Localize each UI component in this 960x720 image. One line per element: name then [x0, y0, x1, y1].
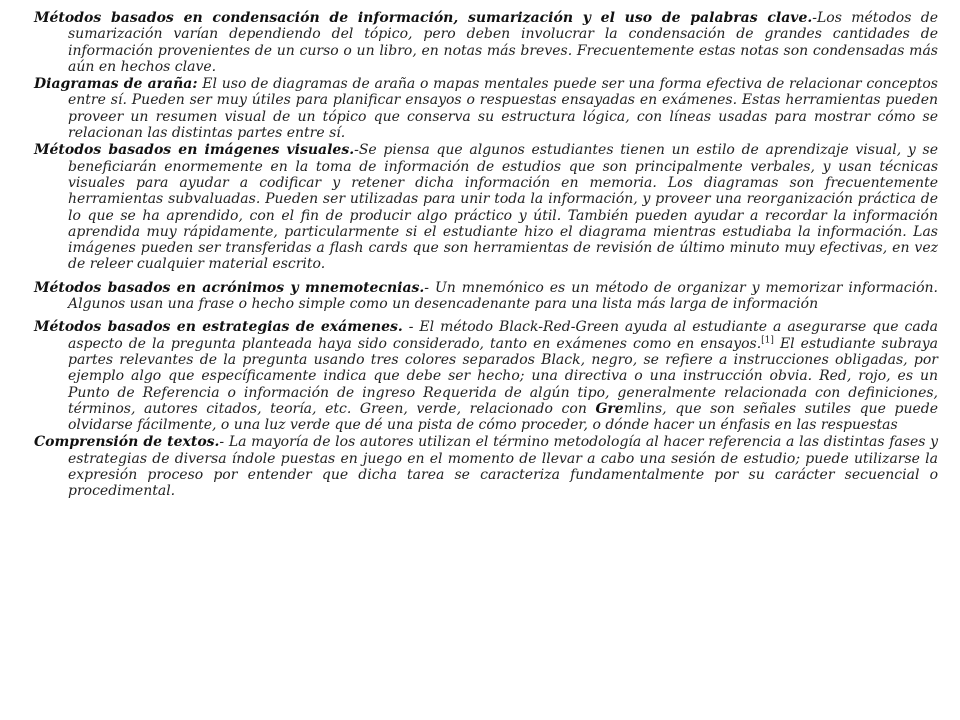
list-item-diagramas-arana — [34, 76, 938, 142]
item-term: Métodos basados en imágenes visuales. — [34, 142, 355, 159]
list-item-comprension-textos — [34, 434, 938, 500]
list-item-acronimos — [34, 279, 938, 313]
item-term: Comprensión de textos. — [34, 434, 220, 451]
item-text: al hacer referencia a las distintas fases y estrategias de diversa índole puestas en juego en el momento de llevar a cabo una sesión de estudio; puede utilizarse la expresión — [68, 434, 938, 484]
item-text: por entender que dicha tarea se caracteriza fundamentalmente por su carácter secuencial o procedimental. — [68, 467, 938, 500]
item-term: Métodos basados en estrategias de exámenes. — [34, 319, 403, 336]
item-text: - Un mnemónico es un método de organizar y memorizar información. Algunos usan una frase o hecho simple como un desencadenante para una lista más larga de información — [68, 279, 938, 313]
bold-word: Gre — [595, 400, 624, 417]
item-text: mlins, que son señales sutiles que puede olvidarse fácilmente, o una luz verde que dé una pista de cómo proceder, o dónde hacer un énfasis en las respuestas — [68, 400, 938, 434]
item-text: El uso de diagramas de araña o mapas mentales puede ser una forma efectiva de relacionar conceptos entre sí. Pueden ser muy útiles para planificar ensayos o respuestas ensayadas en exámenes. Estas herramientas pueden proveer un resumen visual de un tópico que conserva su estructura lógica, con líneas usadas para mostrar cómo se relacionan las distintas partes entre sí. — [68, 76, 938, 142]
list-item-estrategias-examenes — [34, 319, 939, 434]
item-text: - El método Black-Red-Green ayuda al estudiante a asegurarse que cada aspecto de la pregunta planteada haya sido considerado, tanto en exámenes como en ensayos. — [68, 319, 939, 352]
item-text: -Se piensa que algunos estudiantes tienen un estilo de aprendizaje visual, y se beneficiarán enormemente en la toma de información de estudios que son principalmente verbales, y usan técnicas visuales para ayudar a codificar y retener dicha información en memoria. Los diagramas son frecuentemente herramientas subvaluadas. Pueden ser utilizadas para unir toda la información, y proveer una reorganización práctica de lo que se ha aprendido, con el fin de producir algo práctico y útil. También pueden ayudar a recordar la información aprendida muy rápidamente, particularmente si el estudiante hizo el diagrama mientras estudiaba la información. Las imágenes pueden ser transferidas a flash cards que son herramientas de revisión de último minuto muy efectivas, en vez de releer cualquier material escrito. — [68, 142, 938, 273]
list-item-condensacion — [34, 10, 938, 75]
item-term: Métodos basados en acrónimos y mnemotecnias. — [34, 279, 425, 296]
footnote-link[interactable]: [1] — [761, 334, 774, 345]
item-text: - La mayoría de los autores utilizan el término — [219, 434, 554, 451]
item-term: Diagramas de araña: — [34, 76, 198, 93]
item-text: El estudiante subraya partes relevantes de la pregunta usando tres colores separados Black, negro, se refiere a instrucciones obligadas, por ejemplo algo que específicamente indica que debe ser hecho; una directiva o una instrucción obvia. Red, rojo, es un Punto de Referencia o información de ingreso Requerida de algún tipo, generalmente relacionada con definiciones, términos, autores citados, teoría, etc. Green, verde, relacionado con — [68, 335, 938, 417]
emphasis-word: proceso — [147, 467, 204, 484]
emphasis-word: metodología — [553, 434, 642, 451]
list-item-imagenes-visuales — [34, 142, 938, 273]
item-text: -Los métodos de sumarización varían dependiendo del tópico, pero deben involucrar la condensación de grandes cantidades de información provenientes de un curso o un libro, en notas más breves. Frecuentemente estas notas son condensadas más aún en hechos clave. — [68, 10, 938, 75]
item-term: Métodos basados en condensación de información, sumarización y el uso de palabras clave. — [34, 10, 813, 26]
document-body — [34, 10, 938, 500]
